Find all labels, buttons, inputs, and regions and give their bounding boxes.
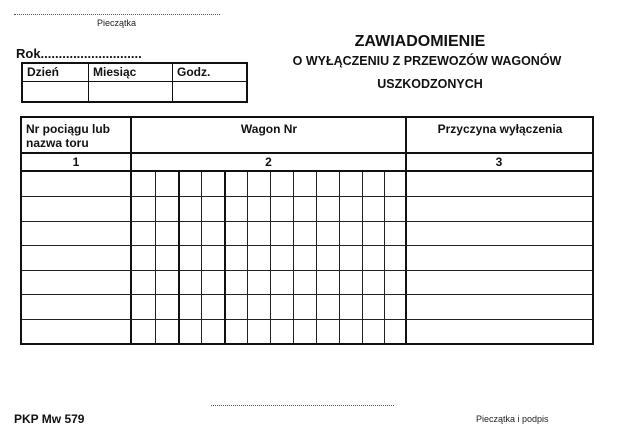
digit-divider — [293, 172, 294, 343]
title-main: ZAWIADOMIENIE — [354, 33, 486, 50]
row-divider — [22, 294, 592, 295]
digit-divider — [339, 172, 340, 343]
column-number-3: 3 — [495, 155, 503, 169]
reason-cell-row-6[interactable] — [408, 296, 591, 318]
digit-divider — [155, 172, 156, 343]
header-train-number: Nr pociągu lub nazwa toru — [26, 122, 110, 150]
digit-divider — [270, 172, 271, 343]
hour-input[interactable] — [173, 82, 247, 102]
reason-cell-row-2[interactable] — [408, 198, 591, 220]
signature-label: Pieczątka i podpis — [476, 414, 549, 424]
date-table — [21, 62, 248, 103]
signature-line[interactable] — [211, 405, 394, 406]
month-input[interactable] — [89, 82, 171, 102]
train-cell-row-4[interactable] — [22, 247, 129, 269]
digit-divider — [362, 172, 363, 343]
stamp-label: Pieczątka — [97, 18, 137, 28]
train-cell-row-3[interactable] — [22, 223, 129, 244]
digit-divider — [316, 172, 317, 343]
reason-cell-row-3[interactable] — [408, 223, 591, 244]
title-subtitle-2: USZKODZONYCH — [377, 77, 483, 91]
digit-group-divider — [178, 172, 180, 343]
form-code: PKP Mw 579 — [14, 412, 85, 426]
day-label: Dzień — [27, 65, 60, 79]
train-cell-row-7[interactable] — [22, 321, 129, 342]
train-cell-row-1[interactable] — [22, 173, 129, 195]
header-wagon-number: Wagon Nr — [240, 122, 298, 136]
reason-cell-row-5[interactable] — [408, 272, 591, 293]
row-divider — [22, 221, 592, 222]
main-table — [20, 116, 594, 345]
row-divider — [22, 270, 592, 271]
year-field[interactable]: Rok............................ — [16, 46, 142, 61]
day-input[interactable] — [23, 82, 87, 102]
column-number-2: 2 — [265, 155, 272, 169]
train-cell-row-2[interactable] — [22, 198, 129, 220]
row-divider — [22, 319, 592, 320]
train-cell-row-6[interactable] — [22, 296, 129, 318]
digit-divider — [247, 172, 248, 343]
digit-divider — [201, 172, 202, 343]
column-number-1: 1 — [72, 155, 80, 169]
header-reason: Przyczyna wyłączenia — [437, 122, 563, 136]
train-cell-row-5[interactable] — [22, 272, 129, 293]
stamp-line — [14, 14, 220, 15]
row-divider — [22, 196, 592, 197]
reason-cell-row-7[interactable] — [408, 321, 591, 342]
reason-cell-row-1[interactable] — [408, 173, 591, 195]
digit-divider — [384, 172, 385, 343]
hour-label: Godz. — [177, 65, 211, 79]
digit-group-divider — [224, 172, 226, 343]
month-label: Miesiąc — [93, 65, 137, 79]
reason-cell-row-4[interactable] — [408, 247, 591, 269]
row-divider — [22, 245, 592, 246]
title-subtitle: O WYŁĄCZENIU Z PRZEWOZÓW WAGONÓW — [292, 54, 562, 68]
